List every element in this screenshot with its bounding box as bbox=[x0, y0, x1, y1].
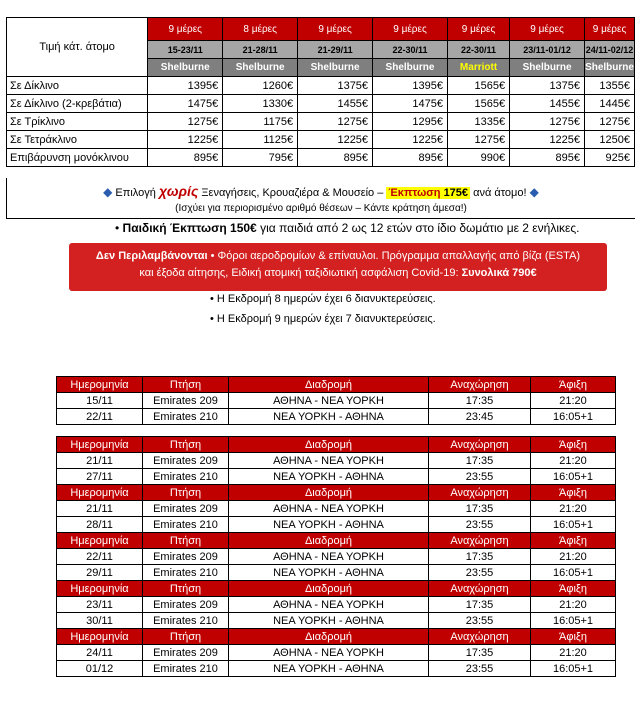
duration-header: 9 μέρες bbox=[585, 18, 635, 41]
price-cell: 1355€ bbox=[585, 77, 635, 95]
flight-table bbox=[56, 376, 616, 425]
flight-arrival: 21:20 bbox=[531, 393, 616, 409]
price-cell: 1225€ bbox=[510, 131, 585, 149]
option-prefix: Επιλογή bbox=[115, 187, 156, 199]
flight-arrival: 16:05+1 bbox=[531, 661, 616, 677]
not-included-box bbox=[69, 243, 607, 291]
flight-number: Emirates 209 bbox=[143, 645, 229, 661]
header-departure: Αναχώρηση bbox=[429, 377, 531, 393]
header-arrival: Άφιξη bbox=[531, 437, 616, 453]
option-suffix: ανά άτομο! bbox=[473, 187, 527, 199]
flight-departure: 17:35 bbox=[429, 453, 531, 469]
price-cell: 1455€ bbox=[510, 95, 585, 113]
price-cell: 1260€ bbox=[223, 77, 298, 95]
price-cell: 1225€ bbox=[373, 131, 448, 149]
flight-header-row bbox=[57, 485, 616, 501]
price-row bbox=[7, 77, 635, 95]
header-route: Διαδρομή bbox=[229, 437, 429, 453]
flight-date: 24/11 bbox=[57, 645, 143, 661]
price-cell: 1455€ bbox=[298, 95, 373, 113]
not-included-text-1: • Φόροι αεροδρομίων & επίναυλοι. Πρόγραμμα απαλλαγής από βίζα (ESTA) bbox=[210, 250, 581, 262]
header-flight: Πτήση bbox=[143, 377, 229, 393]
not-included-text-2: και έξοδα αίτησης, Ειδική ατομική ταξιδιωτική ασφάλιση Covid-19: bbox=[139, 267, 459, 279]
flight-date: 23/11 bbox=[57, 597, 143, 613]
price-cell: 1225€ bbox=[298, 131, 373, 149]
price-cell: 925€ bbox=[585, 149, 635, 167]
flight-row bbox=[57, 613, 616, 629]
header-arrival: Άφιξη bbox=[531, 485, 616, 501]
flight-arrival: 21:20 bbox=[531, 597, 616, 613]
price-cell: 1330€ bbox=[223, 95, 298, 113]
flight-row bbox=[57, 501, 616, 517]
flight-number: Emirates 210 bbox=[143, 517, 229, 533]
price-row bbox=[7, 149, 635, 167]
dates-header: 22-30/11 bbox=[447, 41, 509, 59]
room-type-label: Σε Δίκλινο (2-κρεβάτια) bbox=[7, 95, 148, 113]
flight-header-row bbox=[57, 533, 616, 549]
flight-header-row bbox=[57, 377, 616, 393]
hotel-header: Shelburne bbox=[223, 59, 298, 77]
option-middle: Ξεναγήσεις, Κρουαζιέρα & Μουσείο – bbox=[201, 187, 384, 199]
flight-number: Emirates 210 bbox=[143, 469, 229, 485]
flight-route: ΝΕΑ ΥΟΡΚΗ - ΑΘΗΝΑ bbox=[229, 613, 429, 629]
header-flight: Πτήση bbox=[143, 629, 229, 645]
flight-route: ΝΕΑ ΥΟΡΚΗ - ΑΘΗΝΑ bbox=[229, 661, 429, 677]
header-flight: Πτήση bbox=[143, 533, 229, 549]
flight-date: 30/11 bbox=[57, 613, 143, 629]
hotel-header-marriott: Marriott bbox=[447, 59, 509, 77]
flight-route: ΑΘΗΝΑ - ΝΕΑ ΥΟΡΚΗ bbox=[229, 453, 429, 469]
price-cell: 895€ bbox=[373, 149, 448, 167]
child-discount-line bbox=[115, 221, 579, 235]
flight-row bbox=[57, 597, 616, 613]
price-table-corner-label: Τιμή κάτ. άτομο bbox=[7, 18, 148, 77]
flight-number: Emirates 210 bbox=[143, 661, 229, 677]
dates-header: 23/11-01/12 bbox=[510, 41, 585, 59]
option-note-box bbox=[6, 178, 635, 219]
duration-header: 8 μέρες bbox=[223, 18, 298, 41]
flight-row bbox=[57, 565, 616, 581]
flight-number: Emirates 209 bbox=[143, 549, 229, 565]
hotel-header: Shelburne bbox=[585, 59, 635, 77]
dates-header: 21-28/11 bbox=[223, 41, 298, 59]
flight-number: Emirates 210 bbox=[143, 613, 229, 629]
price-cell: 1250€ bbox=[585, 131, 635, 149]
not-included-line-1 bbox=[77, 248, 599, 265]
flight-row bbox=[57, 661, 616, 677]
flight-arrival: 16:05+1 bbox=[531, 565, 616, 581]
flight-date: 22/11 bbox=[57, 409, 143, 425]
price-row bbox=[7, 131, 635, 149]
flight-departure: 23:45 bbox=[429, 409, 531, 425]
discount-amount: 175€ bbox=[443, 187, 469, 199]
flight-departure: 23:55 bbox=[429, 565, 531, 581]
flight-arrival: 16:05+1 bbox=[531, 469, 616, 485]
duration-header: 9 μέρες bbox=[373, 18, 448, 41]
flight-table-block bbox=[56, 436, 615, 677]
hotel-header: Shelburne bbox=[298, 59, 373, 77]
dates-header: 21-29/11 bbox=[298, 41, 373, 59]
flight-header-row bbox=[57, 581, 616, 597]
flight-route: ΝΕΑ ΥΟΡΚΗ - ΑΘΗΝΑ bbox=[229, 469, 429, 485]
room-type-label: Σε Τρίκλινο bbox=[7, 113, 148, 131]
header-date: Ημερομηνία bbox=[57, 437, 143, 453]
flight-table bbox=[56, 436, 616, 677]
flight-date: 01/12 bbox=[57, 661, 143, 677]
flight-number: Emirates 209 bbox=[143, 501, 229, 517]
price-cell: 895€ bbox=[148, 149, 223, 167]
flight-departure: 23:55 bbox=[429, 517, 531, 533]
price-cell: 1375€ bbox=[298, 77, 373, 95]
header-departure: Αναχώρηση bbox=[429, 485, 531, 501]
flight-departure: 17:35 bbox=[429, 501, 531, 517]
not-included-total: Συνολικά 790€ bbox=[461, 267, 537, 279]
flight-route: ΑΘΗΝΑ - ΝΕΑ ΥΟΡΚΗ bbox=[229, 393, 429, 409]
price-cell: 895€ bbox=[298, 149, 373, 167]
flight-row bbox=[57, 517, 616, 533]
flight-header-row bbox=[57, 437, 616, 453]
flight-row bbox=[57, 645, 616, 661]
flight-departure: 17:35 bbox=[429, 393, 531, 409]
header-flight: Πτήση bbox=[143, 437, 229, 453]
flight-arrival: 16:05+1 bbox=[531, 613, 616, 629]
duration-header: 9 μέρες bbox=[447, 18, 509, 41]
price-cell: 1275€ bbox=[447, 131, 509, 149]
header-date: Ημερομηνία bbox=[57, 629, 143, 645]
price-cell: 1445€ bbox=[585, 95, 635, 113]
flight-date: 21/11 bbox=[57, 453, 143, 469]
flight-number: Emirates 210 bbox=[143, 409, 229, 425]
room-type-label: Επιβάρυνση μονόκλινου bbox=[7, 149, 148, 167]
not-included-line-2 bbox=[77, 265, 599, 282]
flight-arrival: 21:20 bbox=[531, 645, 616, 661]
dates-header: 24/11-02/12 bbox=[585, 41, 635, 59]
header-date: Ημερομηνία bbox=[57, 377, 143, 393]
flight-date: 15/11 bbox=[57, 393, 143, 409]
header-route: Διαδρομή bbox=[229, 377, 429, 393]
flight-arrival: 16:05+1 bbox=[531, 517, 616, 533]
flight-arrival: 21:20 bbox=[531, 549, 616, 565]
header-route: Διαδρομή bbox=[229, 533, 429, 549]
hotel-header: Shelburne bbox=[510, 59, 585, 77]
flight-route: ΑΘΗΝΑ - ΝΕΑ ΥΟΡΚΗ bbox=[229, 501, 429, 517]
price-cell: 1475€ bbox=[148, 95, 223, 113]
dates-header: 15-23/11 bbox=[148, 41, 223, 59]
header-departure: Αναχώρηση bbox=[429, 629, 531, 645]
flight-number: Emirates 209 bbox=[143, 393, 229, 409]
diamond-bullet-icon: ◆ bbox=[529, 185, 539, 199]
header-route: Διαδρομή bbox=[229, 581, 429, 597]
flight-number: Emirates 210 bbox=[143, 565, 229, 581]
flight-date: 21/11 bbox=[57, 501, 143, 517]
header-departure: Αναχώρηση bbox=[429, 533, 531, 549]
header-flight: Πτήση bbox=[143, 485, 229, 501]
flight-arrival: 21:20 bbox=[531, 453, 616, 469]
header-departure: Αναχώρηση bbox=[429, 437, 531, 453]
duration-header: 9 μέρες bbox=[148, 18, 223, 41]
flight-date: 29/11 bbox=[57, 565, 143, 581]
flight-arrival: 16:05+1 bbox=[531, 409, 616, 425]
price-cell: 1175€ bbox=[223, 113, 298, 131]
header-date: Ημερομηνία bbox=[57, 485, 143, 501]
flight-route: ΑΘΗΝΑ - ΝΕΑ ΥΟΡΚΗ bbox=[229, 597, 429, 613]
child-discount-title: Παιδική Έκπτωση 150€ bbox=[122, 221, 257, 235]
price-cell: 1565€ bbox=[447, 95, 509, 113]
header-arrival: Άφιξη bbox=[531, 377, 616, 393]
hotel-header: Shelburne bbox=[148, 59, 223, 77]
flight-route: ΝΕΑ ΥΟΡΚΗ - ΑΘΗΝΑ bbox=[229, 517, 429, 533]
flight-departure: 23:55 bbox=[429, 661, 531, 677]
discount-label: Έκπτωση bbox=[388, 187, 441, 199]
flight-departure: 17:35 bbox=[429, 597, 531, 613]
flight-departure: 17:35 bbox=[429, 645, 531, 661]
flight-route: ΑΘΗΝΑ - ΝΕΑ ΥΟΡΚΗ bbox=[229, 645, 429, 661]
price-table bbox=[6, 17, 635, 167]
flight-departure: 23:55 bbox=[429, 469, 531, 485]
option-line bbox=[7, 183, 635, 199]
header-route: Διαδρομή bbox=[229, 629, 429, 645]
header-arrival: Άφιξη bbox=[531, 581, 616, 597]
flight-route: ΝΕΑ ΥΟΡΚΗ - ΑΘΗΝΑ bbox=[229, 565, 429, 581]
duration-header: 9 μέρες bbox=[298, 18, 373, 41]
not-included-title: Δεν Περιλαμβάνονται bbox=[95, 250, 208, 262]
flight-departure: 23:55 bbox=[429, 613, 531, 629]
flight-row bbox=[57, 549, 616, 565]
flight-row bbox=[57, 453, 616, 469]
header-arrival: Άφιξη bbox=[531, 629, 616, 645]
flight-route: ΑΘΗΝΑ - ΝΕΑ ΥΟΡΚΗ bbox=[229, 549, 429, 565]
limited-availability-note: (Ισχύει για περιορισμένο αριθμό θέσεων – Κάντε κράτηση άμεσα!) bbox=[175, 203, 467, 214]
price-cell: 1475€ bbox=[373, 95, 448, 113]
flight-table-block bbox=[56, 376, 615, 425]
flight-date: 22/11 bbox=[57, 549, 143, 565]
discount-highlight bbox=[386, 187, 470, 199]
diamond-bullet-icon: ◆ bbox=[103, 185, 113, 199]
flight-departure: 17:35 bbox=[429, 549, 531, 565]
flight-route: ΝΕΑ ΥΟΡΚΗ - ΑΘΗΝΑ bbox=[229, 409, 429, 425]
price-cell: 1275€ bbox=[298, 113, 373, 131]
header-flight: Πτήση bbox=[143, 581, 229, 597]
option-without: χωρίς bbox=[158, 183, 199, 199]
price-cell: 1225€ bbox=[148, 131, 223, 149]
flight-arrival: 21:20 bbox=[531, 501, 616, 517]
header-date: Ημερομηνία bbox=[57, 581, 143, 597]
price-cell: 1395€ bbox=[148, 77, 223, 95]
bullet-icon: • bbox=[115, 221, 120, 235]
flight-row bbox=[57, 409, 616, 425]
price-cell: 1375€ bbox=[510, 77, 585, 95]
flight-date: 27/11 bbox=[57, 469, 143, 485]
dates-header: 22-30/11 bbox=[373, 41, 448, 59]
price-cell: 895€ bbox=[510, 149, 585, 167]
room-type-label: Σε Δίκλινο bbox=[7, 77, 148, 95]
header-departure: Αναχώρηση bbox=[429, 581, 531, 597]
room-type-label: Σε Τετράκλινο bbox=[7, 131, 148, 149]
hotel-header: Shelburne bbox=[373, 59, 448, 77]
header-arrival: Άφιξη bbox=[531, 533, 616, 549]
price-cell: 1295€ bbox=[373, 113, 448, 131]
price-cell: 1275€ bbox=[585, 113, 635, 131]
header-route: Διαδρομή bbox=[229, 485, 429, 501]
flight-row bbox=[57, 393, 616, 409]
flight-header-row bbox=[57, 629, 616, 645]
price-cell: 1275€ bbox=[148, 113, 223, 131]
flight-row bbox=[57, 469, 616, 485]
price-row bbox=[7, 95, 635, 113]
price-cell: 1125€ bbox=[223, 131, 298, 149]
flight-date: 28/11 bbox=[57, 517, 143, 533]
price-cell: 1335€ bbox=[447, 113, 509, 131]
price-cell: 1565€ bbox=[447, 77, 509, 95]
child-discount-text: για παιδιά από 2 ως 12 ετών στο ίδιο δωμάτιο με 2 ενήλικες. bbox=[260, 221, 580, 235]
flight-number: Emirates 209 bbox=[143, 597, 229, 613]
header-date: Ημερομηνία bbox=[57, 533, 143, 549]
price-cell: 1395€ bbox=[373, 77, 448, 95]
price-cell: 1275€ bbox=[510, 113, 585, 131]
price-cell: 990€ bbox=[447, 149, 509, 167]
price-row bbox=[7, 113, 635, 131]
flight-number: Emirates 209 bbox=[143, 453, 229, 469]
nights-8-days-note: • Η Εκδρομή 8 ημερών έχει 6 διανυκτερεύσεις. bbox=[210, 293, 436, 305]
price-cell: 795€ bbox=[223, 149, 298, 167]
duration-header: 9 μέρες bbox=[510, 18, 585, 41]
nights-9-days-note: • Η Εκδρομή 9 ημερών έχει 7 διανυκτερεύσεις. bbox=[210, 313, 436, 325]
